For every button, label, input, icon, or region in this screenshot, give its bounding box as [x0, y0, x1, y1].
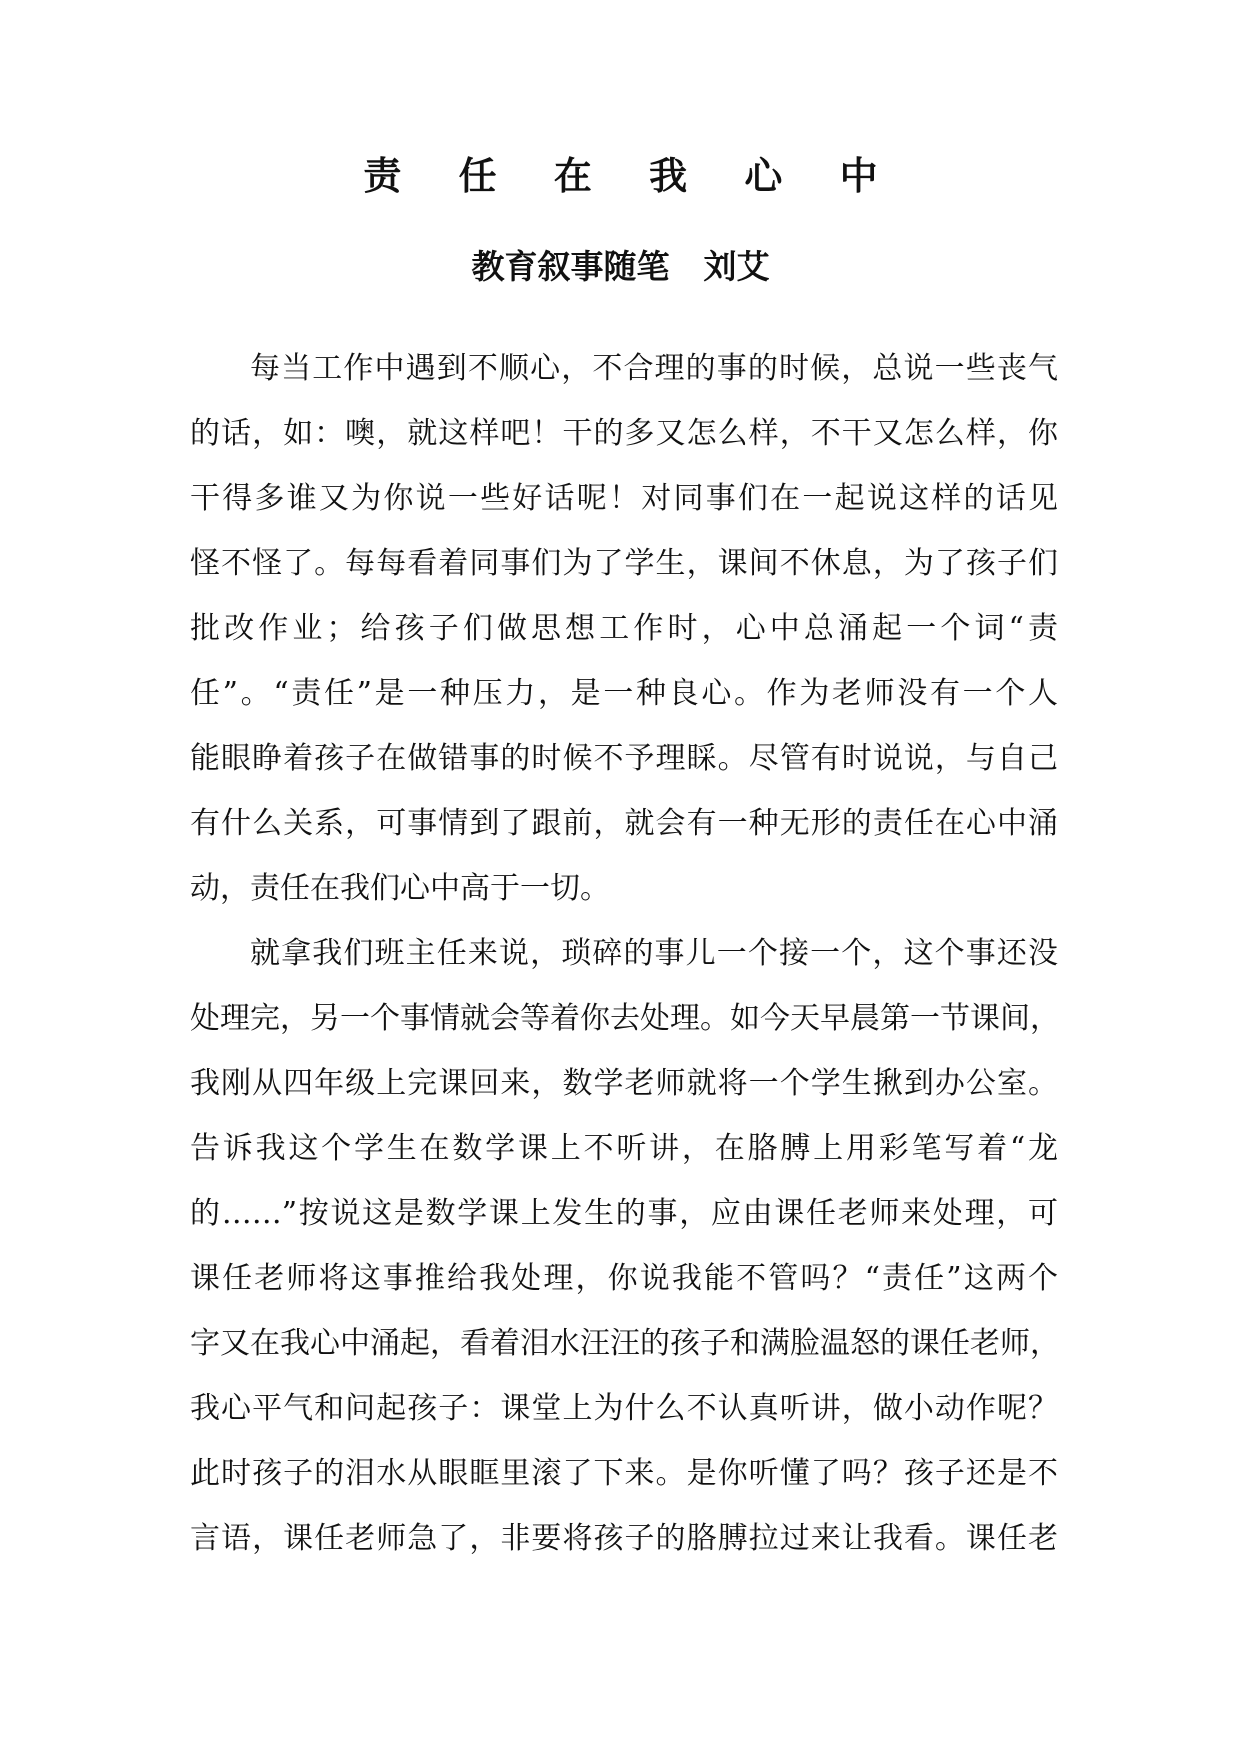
text-line: 的话，如：噢，就这样吧！干的多又怎么样，不干又怎么样，你	[190, 416, 1058, 451]
text-line: 动，责任在我们心中高于一切。	[190, 871, 610, 906]
text-line: 我刚从四年级上完课回来，数学老师就将一个学生揪到办公室。	[190, 1066, 1058, 1101]
paragraph-1	[190, 336, 1058, 921]
text-line: 言语，课任老师急了，非要将孩子的胳膊拉过来让我看。课任老	[190, 1521, 1058, 1556]
text-line: 告诉我这个学生在数学课上不听讲，在胳膊上用彩笔写着“龙	[190, 1131, 1058, 1166]
text-line: 字又在我心中涌起，看着泪水汪汪的孩子和满脸温怒的课任老师，	[190, 1326, 1060, 1361]
text-line: 就拿我们班主任来说，琐碎的事儿一个接一个，这个事还没	[250, 936, 1058, 971]
subtitle-genre: 教育叙事随笔	[471, 247, 670, 286]
text-line: 课任老师将这事推给我处理，你说我能不管吗？“责任”这两个	[190, 1261, 1058, 1296]
document-title: 责 任 在 我 心 中	[363, 154, 900, 198]
text-line: 我心平气和问起孩子：课堂上为什么不认真听讲，做小动作呢？	[190, 1391, 1058, 1426]
paragraph-2	[190, 921, 1058, 1571]
text-line: 每当工作中遇到不顺心，不合理的事的时候，总说一些丧气	[250, 351, 1058, 386]
document-subtitle	[0, 242, 1241, 292]
text-line: 任”。“责任”是一种压力，是一种良心。作为老师没有一个人	[190, 676, 1058, 711]
text-line: 有什么关系，可事情到了跟前，就会有一种无形的责任在心中涌	[190, 806, 1058, 841]
text-line: 能眼睁着孩子在做错事的时候不予理睬。尽管有时说说，与自己	[190, 741, 1058, 776]
subtitle-author: 刘艾	[703, 247, 770, 286]
text-line: 怪不怪了。每每看着同事们为了学生，课间不休息，为了孩子们	[190, 546, 1058, 581]
text-line: 干得多谁又为你说一些好话呢！对同事们在一起说这样的话见	[190, 481, 1058, 516]
text-line: 处理完，另一个事情就会等着你去处理。如今天早晨第一节课间，	[190, 1001, 1060, 1036]
text-line: 此时孩子的泪水从眼眶里滚了下来。是你听懂了吗？孩子还是不	[190, 1456, 1058, 1491]
text-line: 批改作业；给孩子们做思想工作时，心中总涌起一个词“责	[190, 611, 1058, 646]
document-body	[190, 336, 1058, 1571]
text-line: 的……”按说这是数学课上发生的事，应由课任老师来处理，可	[190, 1196, 1058, 1231]
